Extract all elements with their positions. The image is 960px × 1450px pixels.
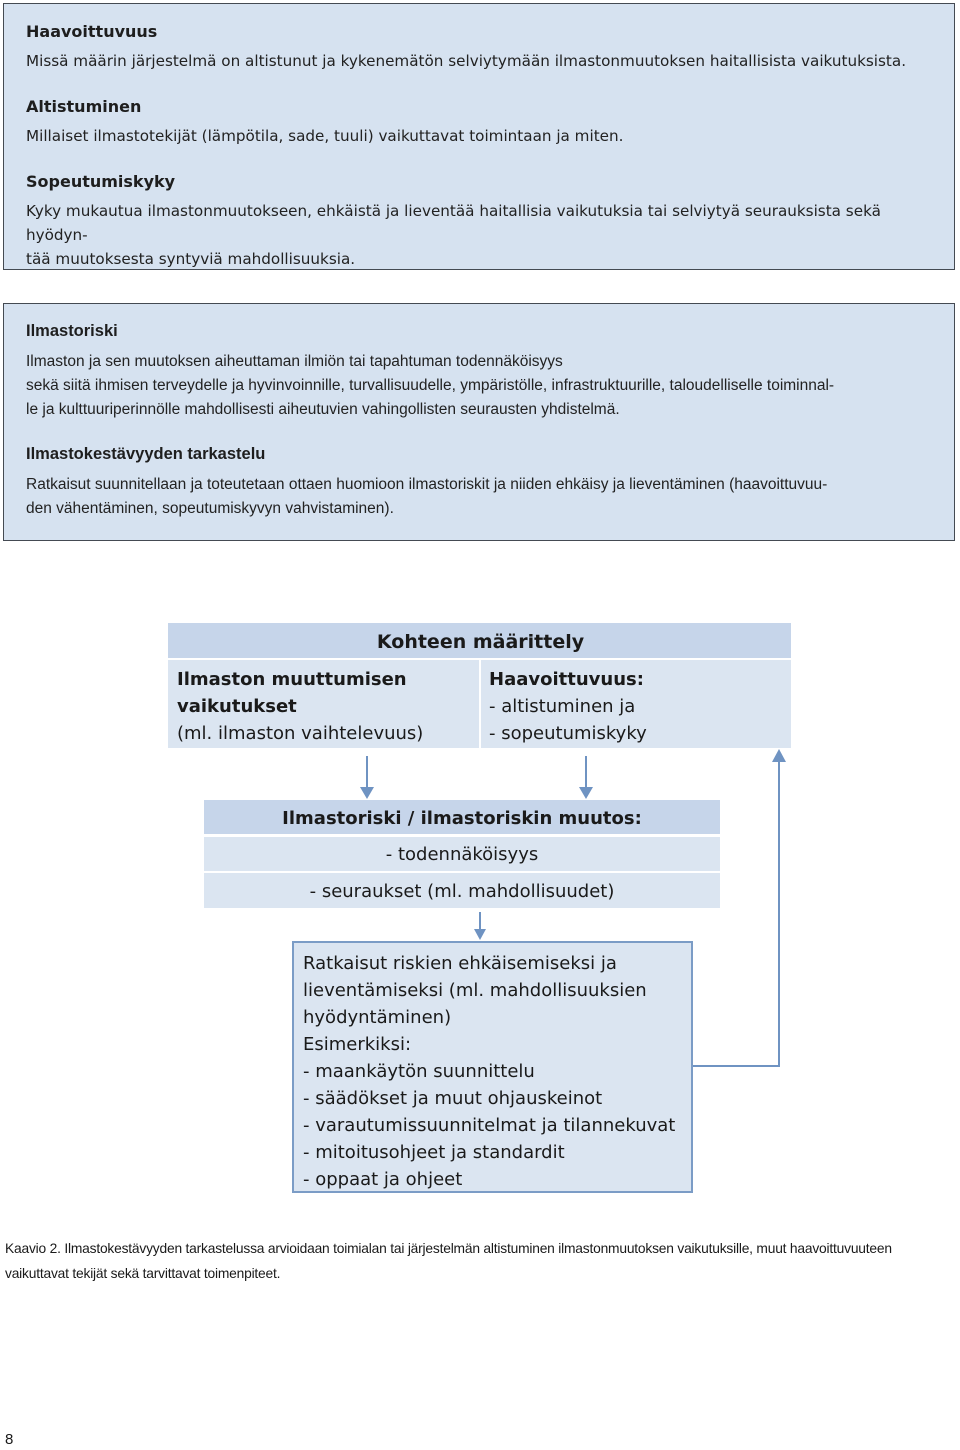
diagram-header: Kohteen määrittely: [168, 623, 791, 658]
solutions-line: Esimerkiksi:: [303, 1034, 412, 1055]
arrow-feedback-loop: [693, 754, 779, 1066]
arrowhead: [772, 749, 786, 762]
solutions-line: - säädökset ja muut ohjauskeinot: [303, 1088, 603, 1109]
caption-line: vaikuttavat tekijät sekä tarvittavat toimenpiteet.: [5, 1266, 281, 1281]
risk-title: Ilmastoriski / ilmastoriskin muutos:: [204, 800, 720, 834]
vulnerability-item: - sopeutumiskyky: [489, 723, 647, 744]
risk-probability: - todennäköisyys: [204, 837, 720, 871]
term-sopeutumiskyky: Sopeutumiskyky: [26, 172, 176, 191]
risk-consequences: - seuraukset (ml. mahdollisuudet): [204, 873, 720, 908]
page-number: 8: [5, 1431, 14, 1448]
vulnerability-title: Haavoittuvuus:: [489, 669, 644, 690]
impacts-title-line: vaikutukset: [177, 696, 297, 717]
impacts-title-line: Ilmaston muuttumisen: [177, 669, 407, 690]
definition-line: tää muutoksesta syntyviä mahdollisuuksia.: [26, 250, 356, 268]
solutions-line: - mitoitusohjeet ja standardit: [303, 1142, 565, 1163]
caption-line: Kaavio 2. Ilmastokestävyyden tarkastelussa arvioidaan toimialan tai järjestelmän altistuminen ilmastonmuutoksen vaikutuksille, muut haavoittuvuuteen: [5, 1241, 892, 1256]
definition-altistuminen: Millaiset ilmastotekijät (lämpötila, sade, tuuli) vaikuttavat toimintaan ja miten.: [26, 127, 624, 145]
arrowhead: [360, 787, 374, 799]
figure-caption: [5, 1236, 960, 1286]
term-altistuminen: Altistuminen: [26, 97, 142, 116]
definition-line: Ilmaston ja sen muutoksen aiheuttaman ilmiön tai tapahtuman todennäköisyys: [26, 353, 563, 370]
definition-line: le ja kulttuuriperinnölle mahdollisesti aiheutuvien vahingollisten seurausten yhdistelmä.: [26, 401, 620, 418]
solutions-line: - oppaat ja ohjeet: [303, 1169, 463, 1190]
solutions-line: Ratkaisut riskien ehkäisemiseksi ja: [303, 953, 617, 974]
term-ilmastoriski: Ilmastoriski: [26, 322, 118, 340]
definition-line: den vähentäminen, sopeutumiskyvyn vahvistaminen).: [26, 500, 394, 517]
arrowhead: [474, 929, 486, 940]
definition-line: Ratkaisut suunnitellaan ja toteutetaan ottaen huomioon ilmastoriskit ja niiden ehkäisy ja lieventäminen (haavoittuvuu-: [26, 476, 828, 493]
term-haavoittuvuus: Haavoittuvuus: [26, 22, 158, 41]
vulnerability-item: - altistuminen ja: [489, 696, 636, 717]
definition-haavoittuvuus: Missä määrin järjestelmä on altistunut ja kykenemätön selviytymään ilmastonmuutoksen haitallisista vaikutuksista.: [26, 52, 907, 70]
impacts-subtitle: (ml. ilmaston vaihtelevuus): [177, 723, 424, 744]
solutions-line: lieventämiseksi (ml. mahdollisuuksien: [303, 980, 647, 1001]
solutions-line: - maankäytön suunnittelu: [303, 1061, 535, 1082]
definition-line: Kyky mukautua ilmastonmuutokseen, ehkäistä ja lieventää haitallisia vaikutuksia tai selviytyä seurauksista sekä hyödyn-: [26, 202, 881, 244]
arrowhead: [579, 787, 593, 799]
solutions-line: hyödyntäminen): [303, 1007, 452, 1028]
solutions-line: - varautumissuunnitelmat ja tilannekuvat: [303, 1115, 676, 1136]
definition-line: sekä siitä ihmisen terveydelle ja hyvinvoinnille, turvallisuudelle, ympäristölle, infrastruktuurille, taloudelliselle toiminnal-: [26, 377, 835, 394]
term-ilmastokestavyyden-tarkastelu: Ilmastokestävyyden tarkastelu: [26, 445, 266, 463]
